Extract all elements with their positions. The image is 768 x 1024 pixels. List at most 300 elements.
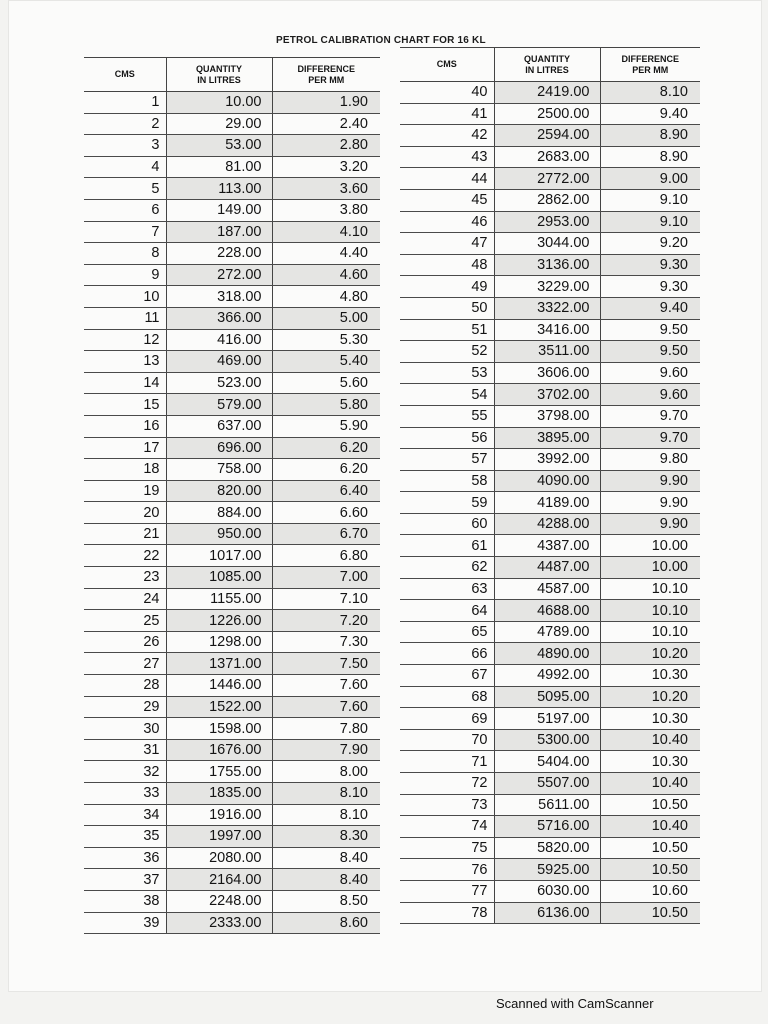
table-row [400,708,700,730]
cms-cell: 32 [84,761,166,783]
table-row [400,189,700,211]
difference-cell: 10.50 [600,794,700,816]
cms-cell: 33 [84,783,166,805]
cms-cell: 76 [400,859,494,881]
difference-cell: 7.60 [272,675,380,697]
table-row [400,449,700,471]
difference-cell: 2.40 [272,113,380,135]
table-row [400,643,700,665]
difference-cell: 8.10 [272,783,380,805]
cms-cell: 41 [400,103,494,125]
difference-cell: 4.80 [272,286,380,308]
quantity-cell: 2594.00 [494,125,600,147]
table-row [400,773,700,795]
cms-cell: 16 [84,415,166,437]
quantity-cell: 6030.00 [494,880,600,902]
cms-cell: 37 [84,869,166,891]
table-row [84,351,380,373]
quantity-cell: 5716.00 [494,816,600,838]
cms-cell: 48 [400,254,494,276]
cms-cell: 47 [400,233,494,255]
cms-cell: 61 [400,535,494,557]
cms-cell: 57 [400,449,494,471]
quantity-cell: 5095.00 [494,686,600,708]
quantity-cell: 366.00 [166,307,272,329]
table-row [400,384,700,406]
table-row [84,718,380,740]
difference-cell: 9.20 [600,233,700,255]
difference-cell: 1.90 [272,92,380,114]
difference-cell: 10.50 [600,902,700,924]
difference-cell: 10.40 [600,729,700,751]
table-row [84,199,380,221]
table-row [400,535,700,557]
quantity-cell: 5611.00 [494,794,600,816]
cms-cell: 55 [400,405,494,427]
table-row [400,816,700,838]
cms-cell: 26 [84,631,166,653]
difference-cell: 6.60 [272,502,380,524]
difference-cell: 7.60 [272,696,380,718]
difference-cell: 10.20 [600,643,700,665]
table-row [84,631,380,653]
difference-cell: 9.10 [600,211,700,233]
table-row [84,804,380,826]
quantity-cell: 1835.00 [166,783,272,805]
quantity-cell: 1916.00 [166,804,272,826]
quantity-cell: 3798.00 [494,405,600,427]
scanner-watermark: Scanned with CamScanner [496,996,654,1011]
table-row [84,653,380,675]
cms-cell: 68 [400,686,494,708]
difference-cell: 5.40 [272,351,380,373]
table-row [400,686,700,708]
calibration-table-left [84,57,380,934]
difference-cell: 10.10 [600,621,700,643]
difference-cell: 9.70 [600,427,700,449]
header-difference: DIFFERENCE PER MM [272,58,380,92]
table-row [84,610,380,632]
cms-cell: 52 [400,341,494,363]
quantity-cell: 53.00 [166,135,272,157]
difference-cell: 10.30 [600,708,700,730]
table-row [400,103,700,125]
cms-cell: 7 [84,221,166,243]
difference-cell: 8.90 [600,146,700,168]
cms-cell: 73 [400,794,494,816]
table-row [400,557,700,579]
difference-cell: 10.00 [600,557,700,579]
difference-cell: 10.40 [600,773,700,795]
difference-cell: 5.00 [272,307,380,329]
difference-cell: 7.50 [272,653,380,675]
cms-cell: 65 [400,621,494,643]
cms-cell: 35 [84,826,166,848]
difference-cell: 10.30 [600,751,700,773]
quantity-cell: 1226.00 [166,610,272,632]
table-row [84,890,380,912]
table-row [84,588,380,610]
quantity-cell: 3229.00 [494,276,600,298]
cms-cell: 24 [84,588,166,610]
cms-cell: 39 [84,912,166,934]
table-row [400,513,700,535]
difference-cell: 9.00 [600,168,700,190]
difference-cell: 8.60 [272,912,380,934]
table-row [84,135,380,157]
quantity-cell: 6136.00 [494,902,600,924]
cms-cell: 74 [400,816,494,838]
cms-cell: 13 [84,351,166,373]
difference-cell: 6.80 [272,545,380,567]
difference-cell: 10.10 [600,578,700,600]
table-row [84,826,380,848]
header-cms: CMS [84,58,166,92]
table-row [84,178,380,200]
cms-cell: 23 [84,567,166,589]
cms-cell: 44 [400,168,494,190]
quantity-cell: 2862.00 [494,189,600,211]
difference-cell: 4.40 [272,243,380,265]
table-body-left [84,92,380,934]
quantity-cell: 1755.00 [166,761,272,783]
quantity-cell: 3895.00 [494,427,600,449]
cms-cell: 49 [400,276,494,298]
cms-cell: 15 [84,394,166,416]
quantity-cell: 2500.00 [494,103,600,125]
quantity-cell: 3702.00 [494,384,600,406]
difference-cell: 10.50 [600,837,700,859]
quantity-cell: 1997.00 [166,826,272,848]
cms-cell: 75 [400,837,494,859]
difference-cell: 5.60 [272,372,380,394]
quantity-cell: 3511.00 [494,341,600,363]
table-row [84,502,380,524]
difference-cell: 6.20 [272,437,380,459]
quantity-cell: 696.00 [166,437,272,459]
table-row [84,372,380,394]
difference-cell: 7.80 [272,718,380,740]
cms-cell: 9 [84,264,166,286]
difference-cell: 9.40 [600,297,700,319]
cms-cell: 56 [400,427,494,449]
quantity-cell: 950.00 [166,523,272,545]
table-row [400,82,700,104]
quantity-cell: 4487.00 [494,557,600,579]
cms-cell: 53 [400,362,494,384]
quantity-cell: 1017.00 [166,545,272,567]
quantity-cell: 187.00 [166,221,272,243]
cms-cell: 77 [400,880,494,902]
cms-cell: 72 [400,773,494,795]
difference-cell: 8.90 [600,125,700,147]
cms-cell: 3 [84,135,166,157]
cms-cell: 31 [84,739,166,761]
cms-cell: 4 [84,156,166,178]
quantity-cell: 2772.00 [494,168,600,190]
table-row [84,869,380,891]
cms-cell: 29 [84,696,166,718]
table-row [84,156,380,178]
cms-cell: 28 [84,675,166,697]
table-row [84,415,380,437]
table-row [84,523,380,545]
cms-cell: 12 [84,329,166,351]
quantity-cell: 3136.00 [494,254,600,276]
cms-cell: 14 [84,372,166,394]
cms-cell: 17 [84,437,166,459]
cms-cell: 59 [400,492,494,514]
table-row [84,696,380,718]
table-row [84,783,380,805]
table-row [84,739,380,761]
cms-cell: 40 [400,82,494,104]
table-row [400,621,700,643]
difference-cell: 10.20 [600,686,700,708]
cms-cell: 66 [400,643,494,665]
quantity-cell: 2419.00 [494,82,600,104]
quantity-cell: 10.00 [166,92,272,114]
quantity-cell: 4587.00 [494,578,600,600]
table-row [84,480,380,502]
table-row [400,578,700,600]
table-row [400,276,700,298]
table-row [400,902,700,924]
cms-cell: 43 [400,146,494,168]
difference-cell: 9.90 [600,470,700,492]
table-row [400,146,700,168]
quantity-cell: 1446.00 [166,675,272,697]
cms-cell: 10 [84,286,166,308]
difference-cell: 3.20 [272,156,380,178]
quantity-cell: 2683.00 [494,146,600,168]
difference-cell: 10.10 [600,600,700,622]
difference-cell: 9.30 [600,254,700,276]
difference-cell: 9.90 [600,513,700,535]
table-body-right [400,82,700,924]
cms-cell: 78 [400,902,494,924]
cms-cell: 67 [400,665,494,687]
difference-cell: 10.00 [600,535,700,557]
quantity-cell: 758.00 [166,459,272,481]
table-row [84,286,380,308]
quantity-cell: 820.00 [166,480,272,502]
difference-cell: 7.30 [272,631,380,653]
scanned-page [8,0,762,992]
header-difference: DIFFERENCE PER MM [600,48,700,82]
table-row [84,912,380,934]
cms-cell: 34 [84,804,166,826]
difference-cell: 7.00 [272,567,380,589]
table-row [400,859,700,881]
difference-cell: 7.10 [272,588,380,610]
difference-cell: 10.40 [600,816,700,838]
quantity-cell: 5507.00 [494,773,600,795]
cms-cell: 69 [400,708,494,730]
quantity-cell: 3606.00 [494,362,600,384]
quantity-cell: 5300.00 [494,729,600,751]
chart-title: PETROL CALIBRATION CHART FOR 16 KL [276,35,486,46]
quantity-cell: 3992.00 [494,449,600,471]
table-row [400,751,700,773]
table-row [84,307,380,329]
table-row [84,847,380,869]
table-row [400,125,700,147]
quantity-cell: 228.00 [166,243,272,265]
difference-cell: 8.10 [600,82,700,104]
table-row [84,567,380,589]
quantity-cell: 149.00 [166,199,272,221]
quantity-cell: 2080.00 [166,847,272,869]
difference-cell: 3.80 [272,199,380,221]
cms-cell: 1 [84,92,166,114]
cms-cell: 60 [400,513,494,535]
quantity-cell: 4890.00 [494,643,600,665]
quantity-cell: 637.00 [166,415,272,437]
cms-cell: 71 [400,751,494,773]
difference-cell: 7.20 [272,610,380,632]
difference-cell: 9.40 [600,103,700,125]
quantity-cell: 2164.00 [166,869,272,891]
quantity-cell: 5404.00 [494,751,600,773]
quantity-cell: 3044.00 [494,233,600,255]
quantity-cell: 272.00 [166,264,272,286]
header-cms: CMS [400,48,494,82]
cms-cell: 2 [84,113,166,135]
cms-cell: 46 [400,211,494,233]
table-row [400,729,700,751]
table-row [84,459,380,481]
difference-cell: 9.30 [600,276,700,298]
difference-cell: 9.60 [600,384,700,406]
difference-cell: 9.90 [600,492,700,514]
quantity-cell: 4288.00 [494,513,600,535]
cms-cell: 21 [84,523,166,545]
cms-cell: 63 [400,578,494,600]
quantity-cell: 4387.00 [494,535,600,557]
difference-cell: 10.50 [600,859,700,881]
cms-cell: 70 [400,729,494,751]
cms-cell: 42 [400,125,494,147]
quantity-cell: 1522.00 [166,696,272,718]
difference-cell: 8.40 [272,847,380,869]
quantity-cell: 1676.00 [166,739,272,761]
table-row [400,665,700,687]
difference-cell: 8.00 [272,761,380,783]
cms-cell: 45 [400,189,494,211]
quantity-cell: 3322.00 [494,297,600,319]
table-row [400,341,700,363]
difference-cell: 9.70 [600,405,700,427]
cms-cell: 22 [84,545,166,567]
quantity-cell: 416.00 [166,329,272,351]
cms-cell: 8 [84,243,166,265]
cms-cell: 51 [400,319,494,341]
quantity-cell: 469.00 [166,351,272,373]
quantity-cell: 2248.00 [166,890,272,912]
table-row [400,211,700,233]
table-row [84,545,380,567]
quantity-cell: 81.00 [166,156,272,178]
header-quantity: QUANTITY IN LITRES [166,58,272,92]
difference-cell: 9.10 [600,189,700,211]
cms-cell: 62 [400,557,494,579]
cms-cell: 38 [84,890,166,912]
quantity-cell: 113.00 [166,178,272,200]
quantity-cell: 2953.00 [494,211,600,233]
difference-cell: 6.40 [272,480,380,502]
table-row [400,794,700,816]
quantity-cell: 1155.00 [166,588,272,610]
difference-cell: 2.80 [272,135,380,157]
table-row [400,319,700,341]
cms-cell: 50 [400,297,494,319]
quantity-cell: 3416.00 [494,319,600,341]
table-row [84,437,380,459]
quantity-cell: 884.00 [166,502,272,524]
cms-cell: 27 [84,653,166,675]
table-row [84,264,380,286]
difference-cell: 9.80 [600,449,700,471]
cms-cell: 5 [84,178,166,200]
difference-cell: 8.50 [272,890,380,912]
quantity-cell: 4090.00 [494,470,600,492]
difference-cell: 9.50 [600,341,700,363]
table-row [400,362,700,384]
difference-cell: 6.70 [272,523,380,545]
quantity-cell: 1085.00 [166,567,272,589]
difference-cell: 10.30 [600,665,700,687]
cms-cell: 20 [84,502,166,524]
difference-cell: 7.90 [272,739,380,761]
quantity-cell: 4789.00 [494,621,600,643]
calibration-table-right [400,47,700,924]
cms-cell: 64 [400,600,494,622]
difference-cell: 8.30 [272,826,380,848]
cms-cell: 25 [84,610,166,632]
table-row [84,243,380,265]
quantity-cell: 1371.00 [166,653,272,675]
quantity-cell: 4189.00 [494,492,600,514]
table-row [400,168,700,190]
table-row [84,761,380,783]
table-row [400,837,700,859]
difference-cell: 9.60 [600,362,700,384]
quantity-cell: 5197.00 [494,708,600,730]
table-row [84,394,380,416]
difference-cell: 10.60 [600,880,700,902]
difference-cell: 4.10 [272,221,380,243]
difference-cell: 9.50 [600,319,700,341]
quantity-cell: 4688.00 [494,600,600,622]
table-row [84,221,380,243]
table-row [400,233,700,255]
cms-cell: 6 [84,199,166,221]
table-row [400,297,700,319]
cms-cell: 36 [84,847,166,869]
quantity-cell: 5925.00 [494,859,600,881]
header-quantity: QUANTITY IN LITRES [494,48,600,82]
quantity-cell: 4992.00 [494,665,600,687]
table-row [400,254,700,276]
quantity-cell: 2333.00 [166,912,272,934]
cms-cell: 18 [84,459,166,481]
table-row [400,492,700,514]
difference-cell: 8.10 [272,804,380,826]
difference-cell: 5.90 [272,415,380,437]
table-row [400,405,700,427]
difference-cell: 8.40 [272,869,380,891]
